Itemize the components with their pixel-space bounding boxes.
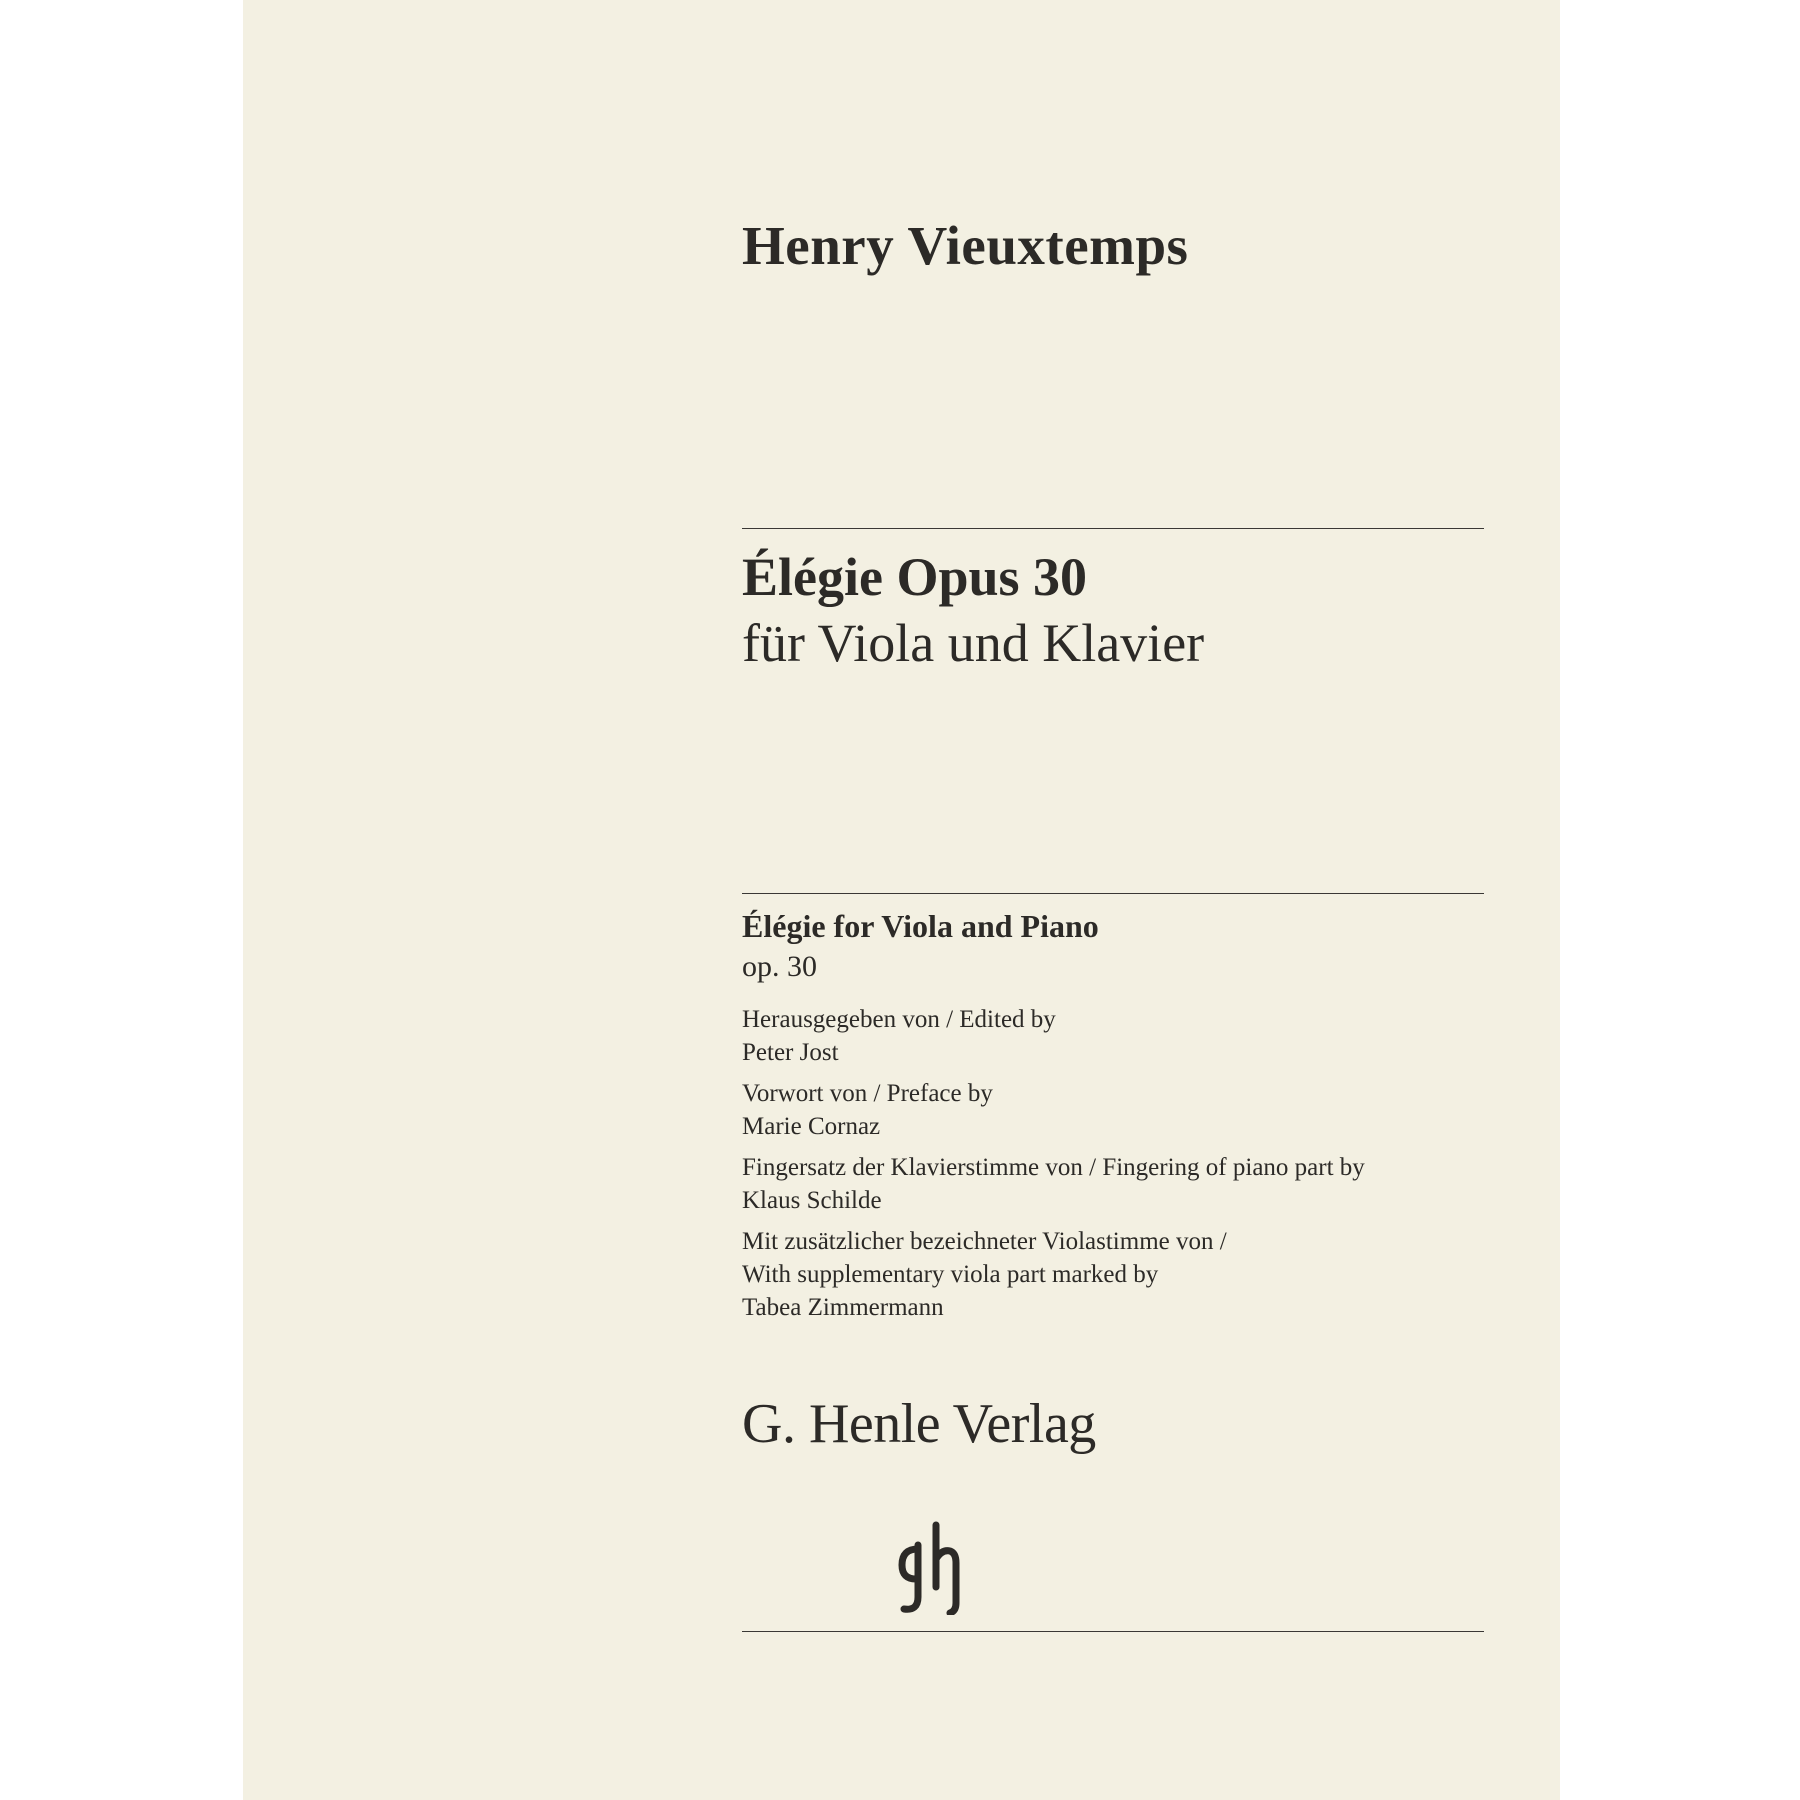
title-english: Élégie for Viola and Piano [742,908,1099,944]
credit-line: Marie Cornaz [742,1113,881,1140]
publisher-name: G. Henle Verlag [742,1393,1096,1455]
henle-gh-monogram-icon [888,1515,968,1615]
divider-top [742,528,1484,529]
credit-line: Herausgegeben von / Edited by [742,1006,1056,1033]
credit-preface [742,1077,1484,1143]
credit-line: Vorwort von / Preface by [742,1080,993,1107]
credit-line: Fingersatz der Klavierstimme von / Fingering of piano part by [742,1154,1365,1181]
credits-list [742,1003,1484,1332]
opus-number: op. 30 [742,950,817,983]
credit-line: Klaus Schilde [742,1187,882,1214]
credit-fingering [742,1151,1484,1217]
composer-name: Henry Vieuxtemps [742,215,1189,276]
credit-editor [742,1003,1484,1069]
credit-viola-part [742,1225,1484,1324]
credit-line: Peter Jost [742,1039,839,1066]
credit-line: With supplementary viola part marked by [742,1261,1159,1288]
score-cover [243,0,1560,1800]
credit-line: Tabea Zimmermann [742,1294,944,1321]
divider-middle [742,893,1484,894]
title-german: Élégie Opus 30 [742,547,1088,607]
credit-line: Mit zusätzlicher bezeichneter Violastimme von / [742,1228,1227,1255]
divider-bottom [742,1631,1484,1632]
subtitle-german: für Viola und Klavier [742,613,1205,673]
